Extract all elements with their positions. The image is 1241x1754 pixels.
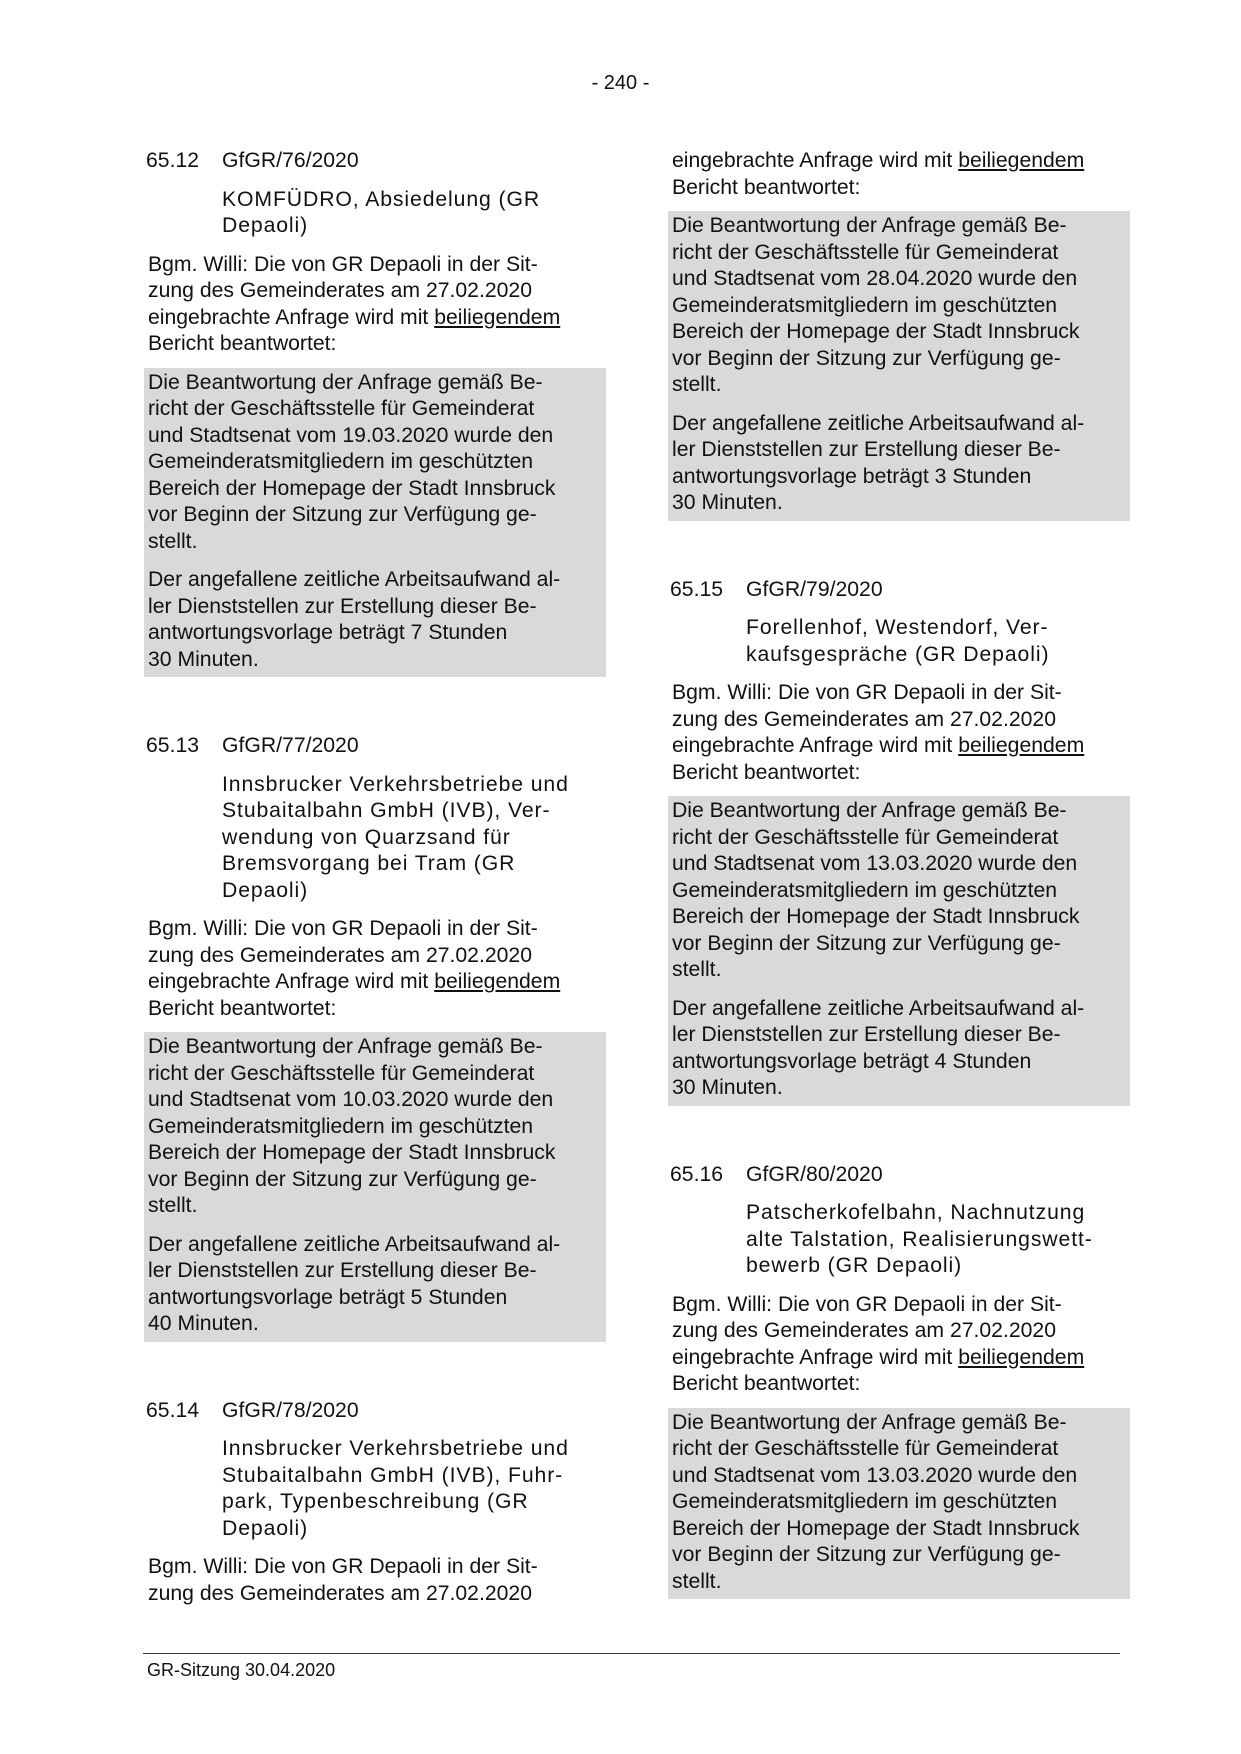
page-number: - 240 -	[591, 72, 650, 94]
title-line: park, Typenbeschreibung	[222, 1490, 481, 1513]
item-title	[746, 615, 1128, 668]
answer-paragraph	[148, 370, 602, 556]
intro-line: Bericht beantwortet:	[672, 760, 861, 784]
answer-line: stellt.	[148, 1194, 198, 1217]
answer-line: Gemeinderatsmitgliedern im geschützten	[672, 293, 1058, 317]
effort-line: 30 Minuten.	[672, 1076, 783, 1099]
intro-paragraph	[670, 148, 1128, 201]
item-title	[222, 187, 604, 240]
title-line: wendung von Quarzsand für	[222, 825, 511, 849]
answer-line: Gemeinderatsmitgliedern im geschützten	[672, 1490, 1058, 1513]
title-line: alte Talstation, Realisierungswett-	[746, 1227, 1093, 1251]
answer-line: vor Beginn der Sitzung zur Verfügung ge-	[672, 346, 1061, 370]
answer-line: richt der Geschäftsstelle für Gemeinderat	[148, 397, 535, 420]
effort-line: antwortungsvorlage beträgt 3 Stunden	[672, 464, 1032, 488]
answer-line: und Stadtsenat vom 13.03.2020 wurde den	[672, 1463, 1078, 1487]
intro-line: zung des Gemeinderates am 27.02.2020	[148, 279, 532, 302]
intro-line: Bgm. Willi: Die von GR Depaoli in der Sit-	[148, 1555, 538, 1578]
effort-line: Der angefallene zeitliche Arbeitsaufwand al-	[148, 568, 561, 591]
answer-line: richt der Geschäftsstelle für Gemeinderat	[672, 240, 1059, 264]
attachment-link[interactable]: beiliegendem	[958, 1345, 1085, 1369]
intro-line	[148, 305, 604, 332]
footer-text: GR-Sitzung 30.04.2020	[147, 1660, 336, 1680]
item-number: 65.12	[146, 149, 200, 172]
answer-line: vor Beginn der Sitzung zur Verfügung ge-	[672, 1543, 1061, 1566]
intro-line: Bericht beantwortet:	[148, 996, 337, 1020]
intro-text: eingebrachte Anfrage wird mit	[672, 734, 959, 757]
title-line: (GR Depaoli)	[222, 852, 516, 902]
intro-paragraph	[146, 1554, 604, 1607]
item-title	[746, 1200, 1128, 1280]
effort-line: antwortungsvorlage beträgt 4 Stunden	[672, 1049, 1032, 1073]
intro-paragraph	[146, 916, 604, 1022]
item-heading	[670, 577, 1128, 604]
item-number: 65.13	[146, 734, 200, 757]
title-line: Patscherkofelbahn, Nachnutzung	[746, 1201, 1086, 1224]
intro-line: zung des Gemeinderates am 27.02.2020	[672, 1319, 1056, 1342]
intro-line: Bericht beantwortet:	[672, 1372, 861, 1395]
answer-line: Gemeinderatsmitgliedern im geschützten	[148, 450, 534, 473]
effort-line: 30 Minuten.	[148, 647, 259, 671]
answer-line: Bereich der Homepage der Stadt Innsbruck	[672, 905, 1080, 928]
answer-box	[144, 1032, 606, 1342]
intro-line: Bgm. Willi: Die von GR Depaoli in der Sit-	[672, 681, 1062, 704]
answer-line: Die Beantwortung der Anfrage gemäß Be-	[148, 1035, 543, 1058]
item-heading	[146, 1398, 604, 1425]
agenda-item-65-16	[670, 1162, 1128, 1600]
attachment-link[interactable]: beiliegendem	[958, 149, 1085, 172]
title-line: bewerb (GR Depaoli)	[746, 1254, 963, 1277]
item-heading	[146, 733, 604, 760]
answer-line: Bereich der Homepage der Stadt Innsbruck	[148, 1141, 556, 1164]
agenda-item-65-12	[146, 148, 604, 677]
item-code: GfGR/78/2020	[222, 1398, 359, 1422]
title-line: Innsbrucker Verkehrsbetriebe und	[222, 772, 569, 796]
effort-paragraph	[672, 996, 1126, 1102]
intro-line	[672, 733, 1128, 760]
intro-line: Bericht beantwortet:	[672, 175, 861, 199]
answer-line: und Stadtsenat vom 28.04.2020 wurde den	[672, 267, 1078, 290]
answer-paragraph	[672, 798, 1126, 984]
answer-box	[144, 368, 606, 678]
intro-text: eingebrachte Anfrage wird mit	[148, 305, 435, 329]
answer-line: stellt.	[672, 958, 722, 981]
intro-paragraph	[670, 1292, 1128, 1398]
title-line: Innsbrucker Verkehrsbetriebe und	[222, 1437, 569, 1460]
effort-paragraph	[672, 411, 1126, 517]
effort-line: ler Dienststellen zur Erstellung dieser Be-	[148, 594, 537, 618]
intro-line: Bgm. Willi: Die von GR Depaoli in der Sit-	[148, 917, 538, 940]
effort-line: antwortungsvorlage beträgt 5 Stunden	[148, 1285, 508, 1309]
effort-paragraph	[148, 1232, 602, 1338]
intro-line	[672, 148, 1128, 175]
answer-line: richt der Geschäftsstelle für Gemeinderat	[672, 1437, 1059, 1460]
attachment-link[interactable]: beiliegendem	[434, 305, 561, 329]
attachment-link[interactable]: beiliegendem	[958, 734, 1085, 757]
effort-line: Der angefallene zeitliche Arbeitsaufwand al-	[672, 411, 1085, 435]
intro-line: Bericht beantwortet:	[148, 332, 337, 355]
answer-line: und Stadtsenat vom 13.03.2020 wurde den	[672, 852, 1078, 875]
answer-line: vor Beginn der Sitzung zur Verfügung ge-	[672, 931, 1061, 955]
footer-divider	[143, 1653, 1120, 1654]
answer-line: Bereich der Homepage der Stadt Innsbruck	[148, 476, 556, 500]
intro-text: eingebrachte Anfrage wird mit	[672, 1345, 959, 1369]
item-code: GfGR/80/2020	[746, 1162, 883, 1186]
answer-paragraph	[148, 1034, 602, 1220]
answer-line: Die Beantwortung der Anfrage gemäß Be-	[672, 214, 1067, 237]
effort-line: antwortungsvorlage beträgt 7 Stunden	[148, 621, 508, 644]
item-title	[222, 1436, 604, 1542]
answer-line: und Stadtsenat vom 19.03.2020 wurde den	[148, 423, 554, 447]
agenda-item-65-14-continued	[670, 148, 1128, 521]
item-heading	[670, 1162, 1128, 1189]
answer-line: und Stadtsenat vom 10.03.2020 wurde den	[148, 1088, 554, 1111]
answer-line: Bereich der Homepage der Stadt Innsbruck	[672, 1516, 1080, 1540]
answer-line: stellt.	[148, 529, 198, 553]
item-number: 65.15	[670, 577, 724, 601]
intro-line: zung des Gemeinderates am 27.02.2020	[148, 1581, 532, 1605]
answer-line: vor Beginn der Sitzung zur Verfügung ge-	[148, 1167, 537, 1191]
answer-line: Bereich der Homepage der Stadt Innsbruck	[672, 320, 1080, 343]
item-title	[222, 772, 604, 905]
effort-line: Der angefallene zeitliche Arbeitsaufwand al-	[672, 996, 1085, 1020]
item-number: 65.14	[146, 1398, 200, 1422]
title-line: KOMFÜDRO, Absiedelung	[222, 187, 492, 211]
answer-line: Gemeinderatsmitgliedern im geschützten	[672, 878, 1058, 902]
intro-line: Bgm. Willi: Die von GR Depaoli in der Sit-	[148, 252, 538, 276]
answer-box	[668, 1408, 1130, 1600]
title-line: kaufsgespräche (GR Depaoli)	[746, 642, 1050, 666]
answer-paragraph	[672, 1410, 1126, 1596]
answer-line: vor Beginn der Sitzung zur Verfügung ge-	[148, 503, 537, 526]
intro-paragraph	[670, 680, 1128, 786]
intro-text: eingebrachte Anfrage wird mit	[672, 149, 959, 172]
agenda-item-65-14	[146, 1398, 604, 1608]
effort-line: ler Dienststellen zur Erstellung dieser Be-	[672, 438, 1061, 461]
answer-box	[668, 211, 1130, 521]
item-code: GfGR/76/2020	[222, 149, 359, 172]
answer-line: richt der Geschäftsstelle für Gemeinderat	[148, 1061, 535, 1085]
answer-line: richt der Geschäftsstelle für Gemeinderat	[672, 825, 1059, 849]
answer-line: stellt.	[672, 1569, 722, 1593]
answer-paragraph	[672, 213, 1126, 399]
intro-line: zung des Gemeinderates am 27.02.2020	[672, 707, 1056, 731]
agenda-item-65-13	[146, 733, 604, 1342]
item-code: GfGR/77/2020	[222, 734, 359, 757]
effort-line: Der angefallene zeitliche Arbeitsaufwand al-	[148, 1232, 561, 1256]
intro-line	[148, 969, 604, 996]
answer-line: Die Beantwortung der Anfrage gemäß Be-	[672, 799, 1067, 822]
left-column	[146, 148, 604, 1663]
answer-line: Gemeinderatsmitgliedern im geschützten	[148, 1114, 534, 1138]
answer-line: stellt.	[672, 373, 722, 396]
effort-line: ler Dienststellen zur Erstellung dieser Be-	[672, 1023, 1061, 1046]
intro-line	[672, 1345, 1128, 1372]
item-heading	[146, 148, 604, 175]
answer-box	[668, 796, 1130, 1106]
right-column	[670, 148, 1128, 1655]
intro-line: Bgm. Willi: Die von GR Depaoli in der Sit-	[672, 1292, 1062, 1316]
title-line: (GR Depaoli)	[222, 1490, 529, 1540]
intro-line: zung des Gemeinderates am 27.02.2020	[148, 943, 532, 967]
title-line: Stubaitalbahn GmbH (IVB), Fuhr-	[222, 1463, 564, 1487]
title-line: (GR Depaoli)	[222, 187, 541, 237]
title-line: Forellenhof, Westendorf, Ver-	[746, 616, 1049, 639]
item-code: GfGR/79/2020	[746, 577, 883, 601]
agenda-item-65-15	[670, 577, 1128, 1106]
answer-line: Die Beantwortung der Anfrage gemäß Be-	[148, 370, 543, 394]
effort-line: ler Dienststellen zur Erstellung dieser Be-	[148, 1259, 537, 1282]
title-line: Stubaitalbahn GmbH (IVB), Ver-	[222, 799, 551, 822]
attachment-link[interactable]: beiliegendem	[434, 970, 561, 993]
intro-text: eingebrachte Anfrage wird mit	[148, 970, 435, 993]
answer-line: Die Beantwortung der Anfrage gemäß Be-	[672, 1410, 1067, 1434]
item-number: 65.16	[670, 1162, 724, 1186]
title-line: Bremsvorgang bei Tram	[222, 852, 467, 875]
effort-line: 30 Minuten.	[672, 491, 783, 514]
intro-paragraph	[146, 252, 604, 358]
effort-line: 40 Minuten.	[148, 1312, 259, 1335]
effort-paragraph	[148, 567, 602, 673]
